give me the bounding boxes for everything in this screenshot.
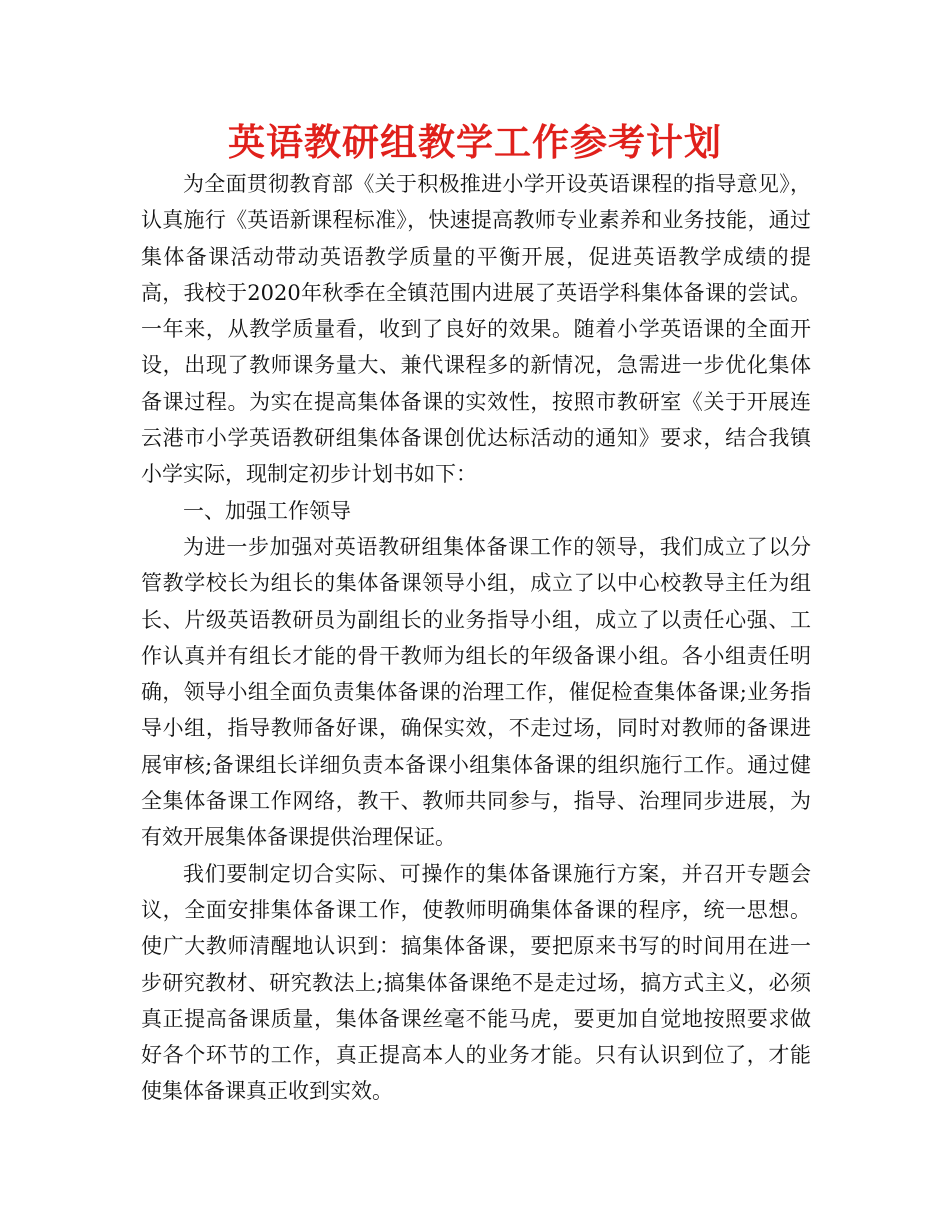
paragraph-plan: 我们要制定切合实际、可操作的集体备课施行方案，并召开专题会议，全面安排集体备课工作，使教师明确集体备课的程序，统一思想。使广大教师清醒地认识到：搞集体备课，要把原来书写的时间用在进一步研究教材、研究教法上;搞集体备课绝不是走过场，搞方式主义，必须真正提高备课质量，集体备课丝毫不能马虎，要更加自觉地按照要求做好各个环节的工作，真正提高本人的业务才能。只有认识到位了，才能使集体备课真正收到实效。 [141,861,811,1104]
document-body [141,166,811,1110]
paragraph-intro: 为全面贯彻教育部《关于积极推进小学开设英语课程的指导意见》，认真施行《英语新课程标准》，快速提高教师专业素养和业务技能，通过集体备课活动带动英语教学质量的平衡开展，促进英语教学成绩的提高，我校于2020年秋季在全镇范围内进展了英语学科集体备课的尝试。一年来，从教学质量看，收到了良好的效果。随着小学英语课的全面开设，出现了教师课务量大、兼代课程多的新情况，急需进一步优化集体备课过程。为实在提高集体备课的实效性，按照市教研室《关于开展连云港市小学英语教研组集体备课创优达标活动的通知》要求，结合我镇小学实际，现制定初步计划书如下： [141,172,811,487]
paragraph-leadership: 为进一步加强对英语教研组集体备课工作的领导，我们成立了以分管教学校长为组长的集体备课领导小组，成立了以中心校教导主任为组长、片级英语教研员为副组长的业务指导小组，成立了以责任心强、工作认真并有组长才能的骨干教师为组长的年级备课小组。各小组责任明确，领导小组全面负责集体备课的治理工作，催促检查集体备课;业务指导小组，指导教师备好课，确保实效，不走过场，同时对教师的备课进展审核;备课组长详细负责本备课小组集体备课的组织施行工作。通过健全集体备课工作网络，教干、教师共同参与，指导、治理同步进展，为有效开展集体备课提供治理保证。 [141,534,811,850]
section-heading-1: 一、加强工作领导 [183,498,351,523]
document-title: 英语教研组教学工作参考计划 [228,121,722,164]
